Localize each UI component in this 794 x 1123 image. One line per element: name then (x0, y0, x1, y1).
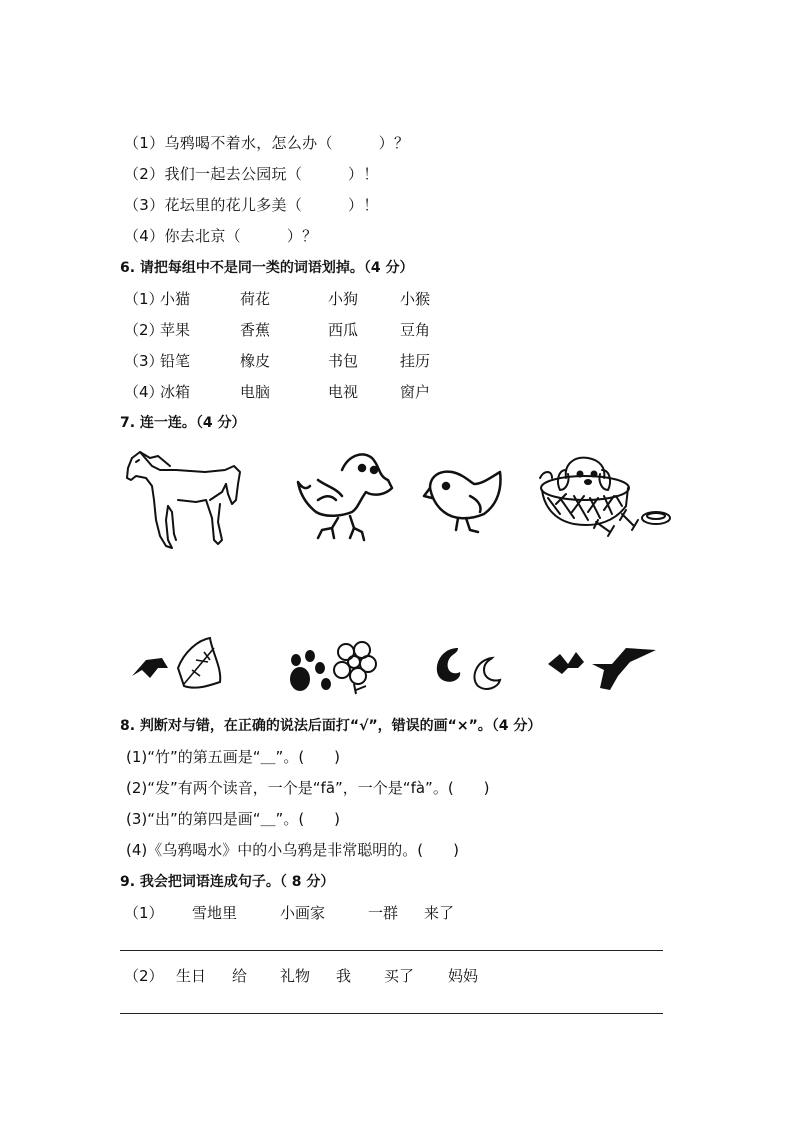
q9-word: 礼物 (280, 967, 311, 985)
q8-item-4: (4)《乌鸦喝水》中的小乌鸦是非常聪明的。( ) (126, 841, 459, 859)
q6-row-num: （4） (124, 383, 164, 401)
q7-title: 7. 连一连。（4 分） (120, 415, 246, 431)
q9-word: 小画家 (280, 904, 326, 922)
q6-row-num: （2） (124, 321, 164, 339)
q5-item-3: （3）花坛里的花儿多美（ ）！ (124, 196, 379, 214)
q6-word[interactable]: 橡皮 (240, 352, 271, 370)
q9-word: 妈妈 (448, 967, 479, 985)
q8-item-2: (2)“发”有两个读音，一个是“fā”，一个是“fà”。( ) (126, 779, 490, 797)
q6-row-num: （3） (124, 352, 164, 370)
q9-word: 雪地里 (192, 904, 238, 922)
q6-word[interactable]: 窗户 (400, 383, 431, 401)
q5-item-2: （2）我们一起去公园玩（ ）！ (124, 165, 379, 183)
q6-word[interactable]: 电脑 (240, 383, 271, 401)
q5-item-1: （1）乌鸦喝不着水，怎么办（ ）？ (124, 134, 410, 152)
q8-item-1: (1)“竹”的第五画是“＿”。( ) (126, 748, 341, 766)
q9-word: 给 (232, 967, 248, 985)
q6-word[interactable]: 电视 (328, 383, 359, 401)
q6-word[interactable]: 香蕉 (240, 321, 271, 339)
q9-title: 9. 我会把词语连成句子。（ 8 分） (120, 874, 335, 890)
q9-word: 生日 (176, 967, 207, 985)
duck-footprint-picture[interactable] (548, 648, 656, 690)
q6-word[interactable]: 小猴 (400, 290, 431, 308)
q6-title: 6. 请把每组中不是同一类的词语划掉。（4 分） (120, 260, 414, 276)
q6-word[interactable]: 西瓜 (328, 321, 359, 339)
q6-row-num: （1） (124, 290, 164, 308)
q6-word[interactable]: 小猫 (160, 290, 191, 308)
puppy-picture[interactable] (540, 458, 670, 536)
q5-item-4: （4）你去北京（ ）？ (124, 227, 318, 245)
q6-word[interactable]: 铅笔 (160, 352, 191, 370)
q9-sentence-num: （1） (124, 904, 164, 922)
q9-word: 我 (336, 967, 352, 985)
crescent-prints-picture[interactable] (437, 648, 500, 689)
pawprint-flower-picture[interactable] (290, 642, 376, 694)
q9-word: 来了 (424, 904, 455, 922)
q8-title: 8. 判断对与错，在正确的说法后面打“√”，错误的画“×”。（4 分） (120, 718, 542, 734)
q6-word[interactable]: 冰箱 (160, 383, 191, 401)
q6-word[interactable]: 荷花 (240, 290, 271, 308)
q9-sentence-num: （2） (124, 967, 164, 985)
q8-item-3: (3)“出”的第四是画“＿”。( ) (126, 810, 341, 828)
chick-footprint-leaf-picture[interactable] (132, 638, 220, 688)
q6-word[interactable]: 书包 (328, 352, 359, 370)
horse-picture[interactable] (127, 452, 240, 548)
q6-word[interactable]: 豆角 (400, 321, 431, 339)
q9-word: 一群 (368, 904, 399, 922)
q6-word[interactable]: 小狗 (328, 290, 359, 308)
q9-answer-line-1[interactable] (120, 950, 663, 951)
q6-word[interactable]: 挂历 (400, 352, 431, 370)
q9-word: 买了 (384, 967, 415, 985)
duck-picture[interactable] (298, 454, 392, 540)
chick-picture[interactable] (424, 472, 500, 532)
q6-word[interactable]: 苹果 (160, 321, 191, 339)
q9-answer-line-2[interactable] (120, 1013, 663, 1014)
